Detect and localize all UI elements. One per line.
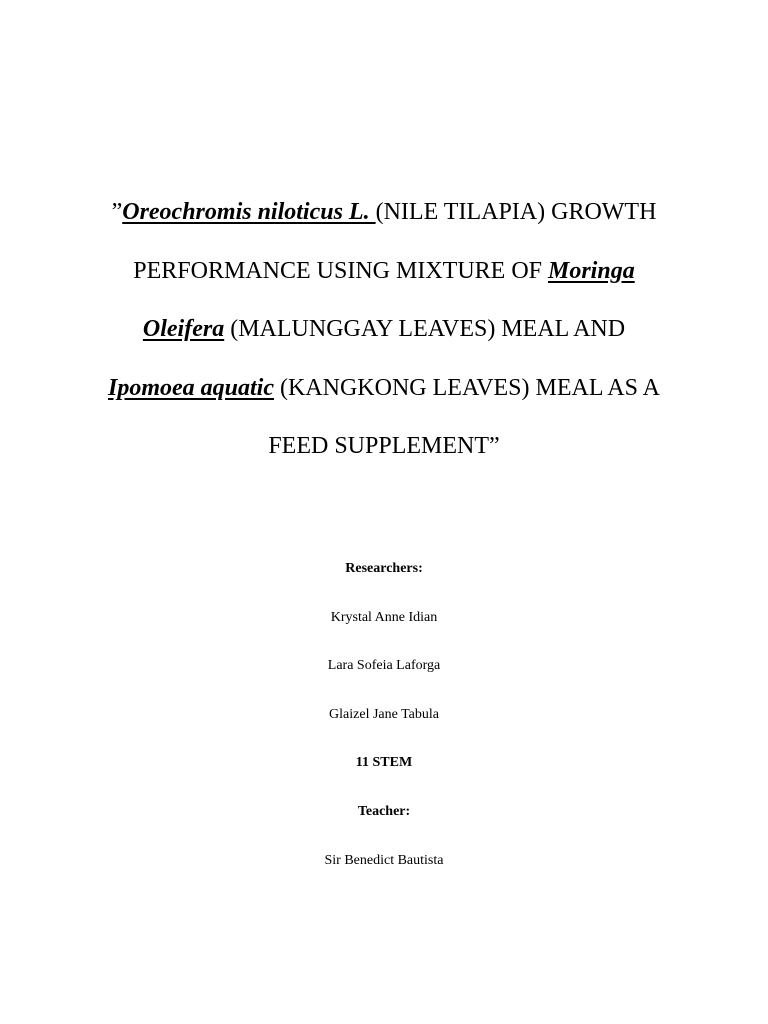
grade-section: 11 STEM <box>355 755 413 771</box>
teacher-name: Sir Benedict Bautista <box>324 852 444 868</box>
scientific-name-moringa-part-2: Oleifera <box>142 316 225 342</box>
researcher-name-2: Lara Sofeia Laforga <box>327 658 441 674</box>
researcher-name-3: Glaizel Jane Tabula <box>329 706 439 722</box>
title-line-4 <box>70 359 698 418</box>
title-line-1 <box>70 183 698 242</box>
scientific-name-tilapia: Oreochromis niloticus L. <box>122 199 376 225</box>
scientific-name-moringa-part-1: Moringa <box>548 257 635 284</box>
title-open-quote: ” <box>111 199 123 225</box>
title-text-1: (NILE TILAPIA) GROWTH <box>375 199 657 225</box>
research-title <box>70 183 698 476</box>
title-line-3 <box>70 300 698 359</box>
title-text-5: FEED SUPPLEMENT” <box>268 433 500 459</box>
title-text-2: PERFORMANCE USING MIXTURE OF <box>133 257 548 284</box>
title-line-5 <box>70 417 698 476</box>
title-text-3: (MALUNGGAY LEAVES) MEAL AND <box>224 316 626 342</box>
authors-block <box>84 545 684 885</box>
researcher-name-1: Krystal Anne Idian <box>330 609 438 625</box>
teacher-label: Teacher: <box>357 803 411 819</box>
title-line-2 <box>70 242 698 301</box>
researchers-label: Researchers: <box>345 561 423 576</box>
title-text-4: (KANGKONG LEAVES) MEAL AS A <box>273 374 660 401</box>
scientific-name-ipomoea: Ipomoea aquatic <box>107 374 274 401</box>
